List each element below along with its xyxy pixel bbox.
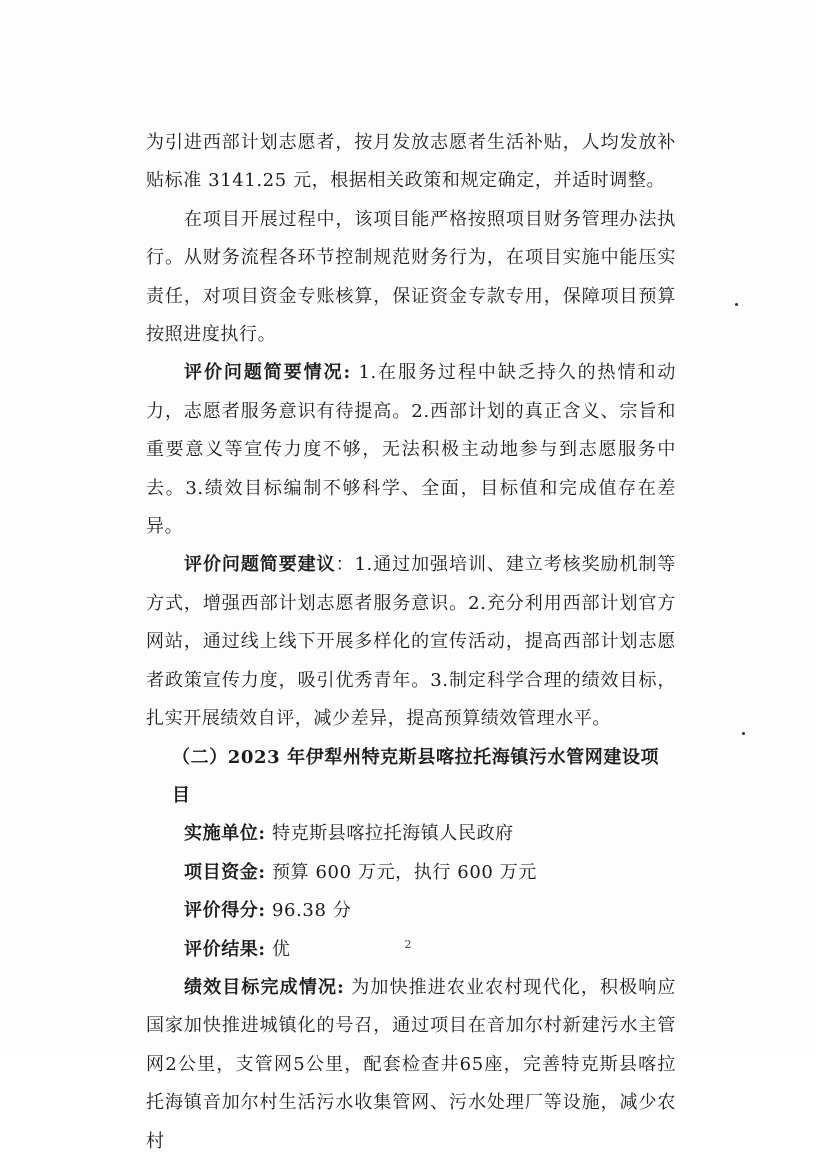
section-heading: （二）2023 年伊犁州特克斯县喀拉托海镇污水管网建设项目 [172, 746, 660, 806]
result-value: 优 [265, 938, 291, 960]
goal-text: 为加快推进农业农村现代化，积极响应国家加快推进城镇化的号召，通过项目在音加尔村新建污水主管网2公里，支管网5公里，配套检查井65座，完善特克斯县喀拉托海镇音加尔村生活污水收集管网、污水处理厂等设施，减少农村 [146, 976, 676, 1152]
problems-label: 评价问题简要情况: [184, 362, 351, 384]
result-label: 评价结果: [184, 938, 266, 960]
scan-speck [742, 732, 745, 735]
problems-text: 1.在服务过程中缺乏持久的热情和动力，志愿者服务意识有待提高。2.西部计划的真正含义、宗旨和重要意义等宣传力度不够，无法积极主动地参与到志愿服务中去。3.绩效目标编制不够科学、全面，目标值和完成值存在差异。 [146, 362, 676, 538]
field-evaluation-score [146, 892, 676, 930]
goal-label: 绩效目标完成情况: [184, 976, 345, 998]
score-label: 评价得分: [184, 900, 266, 922]
paragraph-subsidy: 为引进西部计划志愿者，按月发放志愿者生活补贴，人均发放补贴标准 3141.25 元，根据相关政策和规定确定，并适时调整。 [146, 132, 676, 192]
unit-value: 特克斯县喀拉托海镇人民政府 [265, 823, 514, 845]
paragraph-problems [146, 354, 676, 546]
document-body [146, 124, 676, 1161]
paragraph-finance: 在项目开展过程中，该项目能严格按照项目财务管理办法执行。从财务流程各环节控制规范财务行为，在项目实施中能压实责任，对项目资金专账核算，保证资金专款专用，保障项目预算按照进度执行。 [146, 208, 676, 346]
funds-value: 预算 600 万元，执行 600 万元 [265, 861, 537, 883]
suggestions-label: 评价问题简要建议 [184, 554, 336, 576]
field-project-funds [146, 854, 676, 892]
field-implementing-unit [146, 815, 676, 853]
score-value: 96.38 分 [265, 900, 352, 922]
page-number: 2 [404, 938, 412, 951]
funds-label: 项目资金: [184, 861, 266, 883]
scan-speck [735, 303, 738, 306]
paragraph-goal-completion [146, 969, 676, 1161]
paragraph-suggestions [146, 546, 676, 738]
unit-label: 实施单位: [184, 823, 266, 845]
suggestions-text: ：1.通过加强培训、建立考核奖励机制等方式，增强西部计划志愿者服务意识。2.充分利用西部计划官方网站，通过线上线下开展多样化的宣传活动，提高西部计划志愿者政策宣传力度，吸引优秀青年。3.制定科学合理的绩效目标，扎实开展绩效自评，减少差异，提高预算绩效管理水平。 [146, 554, 676, 730]
